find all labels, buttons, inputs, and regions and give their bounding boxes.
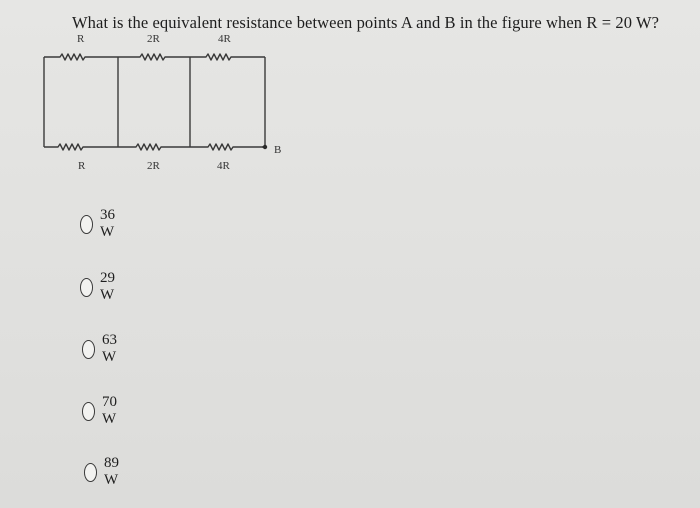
radio-circle[interactable] <box>84 463 97 482</box>
option-36w[interactable] <box>80 207 121 241</box>
radio-circle[interactable] <box>82 340 95 359</box>
option-29w[interactable] <box>80 270 121 304</box>
bottom-wire <box>44 144 265 150</box>
point-b-label: B <box>274 144 282 156</box>
radio-circle[interactable] <box>82 402 95 421</box>
top-wire <box>44 54 265 60</box>
option-label: 89 W <box>103 455 119 488</box>
option-label: 36 W <box>99 207 115 240</box>
question-text: What is the equivalent resistance between points A and B in the figure when R = 20 W? <box>72 13 660 32</box>
option-63w[interactable] <box>82 332 123 366</box>
option-89w[interactable] <box>84 455 125 489</box>
option-label: 63 W <box>101 332 117 365</box>
top-label-2r: 2R <box>147 33 160 45</box>
bottom-label-2r: 2R <box>147 160 160 172</box>
option-70w[interactable] <box>82 394 123 428</box>
top-label-4r: 4R <box>218 33 231 45</box>
option-label: 70 W <box>101 394 117 427</box>
bottom-label-r: R <box>78 160 86 172</box>
terminal-b <box>263 145 267 149</box>
top-label-r: R <box>77 33 85 45</box>
radio-circle[interactable] <box>80 215 93 234</box>
option-label: 29 W <box>99 270 115 303</box>
radio-circle[interactable] <box>80 278 93 297</box>
bottom-label-4r: 4R <box>217 160 230 172</box>
circuit-diagram <box>0 0 700 200</box>
